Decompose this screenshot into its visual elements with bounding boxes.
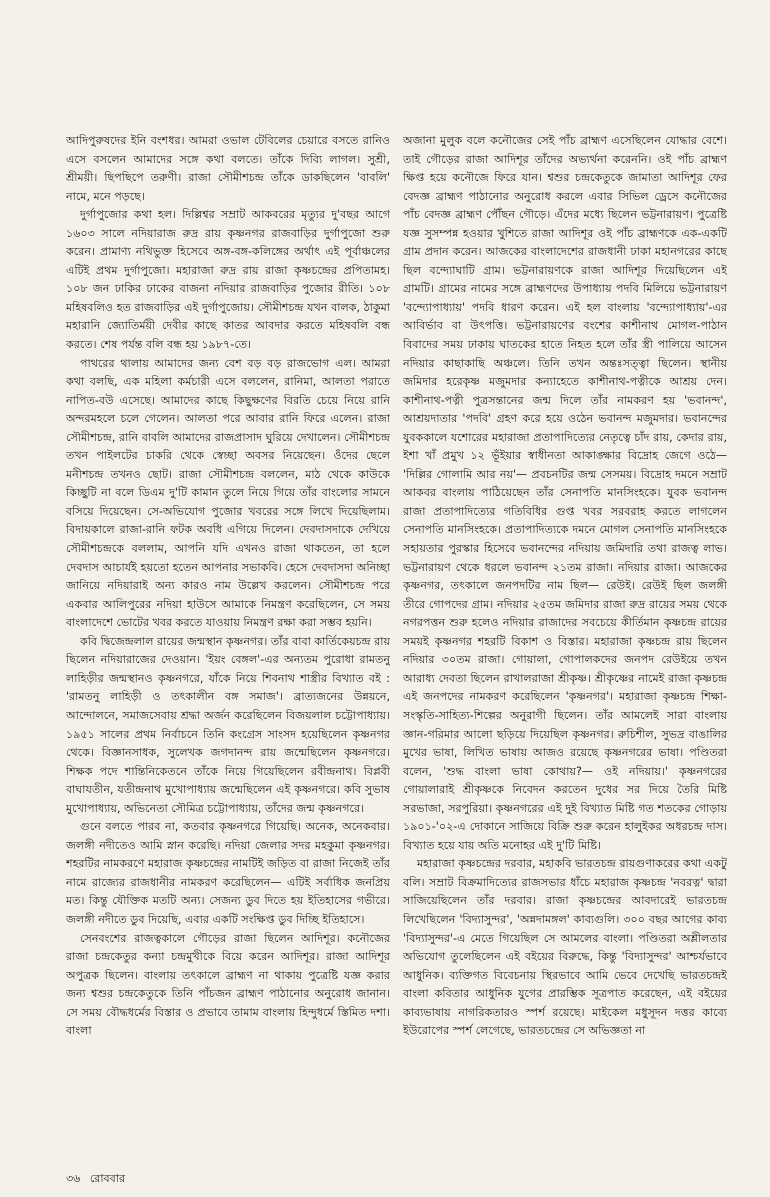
page-footer [66,1170,131,1189]
paragraph: সেনবংশের রাজত্বকালে গৌড়ের রাজা ছিলেন আদিশূর। কনৌজের রাজা চন্দ্রকেতুর কন্যা চন্দ্রমুখীকে বিয়ে করেন আদিশূর। রাজা আদিশূর অপুত্রক ছিলেন। বাংলায় তৎকালে ব্রাহ্মণ না থাকায় পুত্রেষ্টি যজ্ঞ করার জন্য শ্বশুর চন্দ্রকেতুকে তিনি পাঁচজন ব্রাহ্মণ পাঠানোর অনুরোধ জানান। সে সময় বৌদ্ধধর্মের বিস্তার ও প্রভাবে তামাম বাংলায় হিন্দুধর্মে স্তিমিত দশা। বাংলা [66,931,390,1038]
paragraph: পাথরের থালায় আমাদের জন্য বেশ বড় বড় রাজভোগ এল। আমরা কথা বলছি, এক মহিলা কর্মচারী এসে বললেন, রানিমা, আলতা পরাতে নাপিত-বউ এসেছে। আমাদের কাছে কিছুক্ষণের বিরতি চেয়ে নিয়ে রানি অন্দরমহলে চলে গেলেন। আলতা পরে আবার রানি ফিরে এলেন। রাজা সৌমীশচন্দ্র, রানি বাবলি আমাদের রাজপ্রাসাদ ঘুরিয়ে দেখালেন। সৌমীশচন্দ্র তখন পাইলটের চাকরি থেকে স্বেচ্ছা অবসর নিয়েছেন। ওঁদের ছেলে মনীশচন্দ্র তখনও ছোট। রাজা সৌমীশচন্দ্র বললেন, মাঠ থেকে কাউকে কিচ্ছুটি না বলে ডিএম দু'টি কামান তুলে নিয়ে গিয়ে তাঁর বাংলোর সামনে বসিয়ে দিয়েছেন। সে-অভিযোগ পুজোর খবরের সঙ্গে লিখে দিয়েছিলাম। বিদায়কালে রাজা-রানি ফটক অবধি এগিয়ে দিলেন। দেবদাসদাকে দেখিয়ে সৌমীশচন্দ্রকে বললাম, আপনি যদি এখনও রাজা থাকতেন, তা হলে দেবদাস আচার্যই হয়তো হতেন আপনার সভাকবি। হেসে দেবদাসদা অনিচ্ছা জানিয়ে নদিয়ারাই অন্য কারও নাম উল্লেখ করলেন। সৌমীশচন্দ্র পরে একবার আলিপুরের নদিয়া হাউসে আমাকে নিমন্ত্রণ করেছিলেন, সে সময় বাংলাদেশে ভোটের খবর করতে যাওয়ায় নিমন্ত্রণ রক্ষা করা সম্ভব হয়নি। [66,356,390,630]
paragraph: আদিপুরুষদের ইনি বংশধর। আমরা ওভাল টেবিলের চেয়ারে বসতে রানিও এসে বসলেন আমাদের সঙ্গে কথা বলতে। তাঁকে দিব্যি লাগল। সুশ্রী, শ্রীময়ী। ছিপছিপে তরুণী। রাজা সৌমীশচন্দ্র তাঁকে ডাকছিলেন 'বাবলি' নামে, মনে পড়ছে। [66,134,390,203]
paragraph: দুর্গাপুজোর কথা হল। দিল্লিশ্বর সম্রাট আকবরের মৃত্যুর দু'বছর আগে ১৬০৩ সালে নদিয়ারাজ রুদ্র রায় কৃষ্ণনগর রাজবাড়ির দুর্গাপুজো শুরু করেন। প্রামাণ্য নথিভুক্ত হিসেবে অঙ্গ-বঙ্গ-কলিঙ্গের অর্থাৎ এই পূর্বাঞ্চলের এটিই প্রথম দুর্গাপুজো। মহারাজা রুদ্র রায় রাজা কৃষ্ণচন্দ্রের প্রপিতামহ। ১০৮ জন ঢাকির ঢাকের বাজনা নদিয়ার রাজবাড়ির পুজোর রীতি। ১০৮ মহিষবলিও হত রাজবাড়ির এই দুর্গাপুজোয়। সৌমীশচন্দ্র যখন বালক, ঠাকুমা মহারানি জ্যোতির্ময়ী দেবীর কাছে কাতর আবদার করতে মহিষবলি বন্ধ করতে। শেষ পর্যন্ত বলি বন্ধ হয় ১৯৮৭-তে। [66,208,390,352]
page-number: ৩৬ [66,1172,81,1185]
paragraph: গুনে বলতে পারব না, কতবার কৃষ্ণনগরে গিয়েছি। অনেক, অনেকবার। জলঙ্গী নদীতেও আমি স্নান করেছি। নদিয়া জেলার সদর মহকুমা কৃষ্ণনগর। শহরটির নামকরণে মহারাজ কৃষ্ণচন্দ্রের নামটিই জড়িত বা রাজা নিজেই তাঁর নামে রাজ্যের রাজধানীর নামকরণ করেছিলেন— এটিই সর্বাধিক জনপ্রিয় মত। কিন্তু যৌক্তিক মতটি অন্য। সেজন্য ডুব দিতে হয় ইতিহাসের গভীরে। জলঙ্গী নদীতে ডুব দিয়েছি, এবার একটি সংক্ষিপ্ত ডুব দিচ্ছি ইতিহাসে। [66,820,390,926]
left-text-column [66,132,390,1162]
right-text-column [403,132,727,1162]
paragraph: অজানা মুলুক বলে কনৌজের সেই পাঁচ ব্রাহ্মণ এসেছিলেন যোদ্ধার বেশে। তাই গৌড়ের রাজা আদিশূর তাঁদের অভ্যর্থনা করেননি। ওই পাঁচ ব্রাহ্মণ ক্ষিপ্ত হয়ে কনৌজে ফিরে যান। শ্বশুর চন্দ্রকেতুকে জামাতা আদিশূর ফের বেদজ্ঞ ব্রাহ্মণ পাঠানোর অনুরোধ করলে এবার সিভিল ড্রেসে কনৌজের পাঁচ বেদজ্ঞ ব্রাহ্মণ পৌঁছন গৌড়ে। এঁদের মধ্যে ছিলেন ভট্টনারায়ণ। পুত্রেষ্টি যজ্ঞ সুসম্পন্ন হওয়ার খুশিতে রাজা আদিশূর ওই পাঁচ ব্রাহ্মণকে এক-একটি গ্রাম প্রদান করেন। আজকের বাংলাদেশের রাজধানী ঢাকা মহানগরের কাছে ছিল বন্দ্যোঘাটি গ্রাম। ভট্টনারায়ণকে রাজা আদিশূর দিয়েছিলেন এই গ্রামটি। গ্রামের নামের সঙ্গে ব্রাহ্মণদের উপাধ্যায় পদবি মিলিয়ে ভট্টনারায়ণ 'বন্দ্যোপাধ্যায়' পদবি ধারণ করেন। এই হল বাংলায় 'বন্দ্যোপাধ্যায়'-এর আবির্ভাব বা উৎপত্তি। ভট্টনারায়ণের বংশের কাশীনাথ মোগল-পাঠান বিবাদের সময় ঢাকায় ঘাতকের হাতে নিহত হলে তাঁর স্ত্রী পালিয়ে আসেন নদিয়ার কাছাকাছি অঞ্চলে। তিনি তখন অন্তঃসত্ত্বা ছিলেন। স্থানীয় জমিদার হরেকৃষ্ণ মজুমদার কন্যাহেতে কাশীনাথ-পত্নীকে আশ্রয় দেন। কাশীনাথ-পত্নী পুত্রসন্তানের জন্ম দিলে তাঁর নামকরণ হয় 'ভবানন্দ', আশ্রয়দাতার 'পদবি' গ্রহণ করে হয়ে ওঠেন ভবানন্দ মজুমদার। ভবানন্দের যুবককালে যশোরের মহারাজা প্রতাপাদিত্যের নেতৃত্বে চাঁদ রায়, কেদার রায়, ইশা খাঁ প্রমুখ ১২ ভূঁইয়ার স্বাধীনতা আকাঙ্ক্ষার বিদ্রোহ জেগে ওঠে— 'দিল্লির গোলামি আর নয়'— প্রবচনটির জন্ম সেসময়। বিদ্রোহ দমনে সম্রাট আকবর বাংলায় পাঠিয়েছেন তাঁর সেনাপতি মানসিংহকে। যুবক ভবানন্দ রাজা প্রতাপাদিত্যের গতিবিধির গুপ্ত খবর সরবরাহ করতে লাগলেন সেনাপতি মানসিংহকে। প্রতাপাদিত্যকে দমনে মোগল সেনাপতি মানসিংহকে সহায়তার পুরস্কার হিসেবে ভবানন্দের নদিয়ায় জমিদারি তথা রাজত্ব লাভ। ভট্টনারায়ণ থেকে ধরলে ভবানন্দ ২১তম রাজা। নদিয়ার রাজা। আজকের কৃষ্ণনগর, তৎকালে জনপদটির নাম ছিল— রেউই। রেউই ছিল জলঙ্গী তীরে গোপদের গ্রাম। নদিয়ার ২৫তম জমিদার রাজা রুদ্র রায়ের সময় থেকে নগরপত্তন শুরু হলেও নদিয়ার রাজাদের সবচেয়ে কীর্তিমান কৃষ্ণচন্দ্র রায়ের সময়ই কৃষ্ণনগর শহরটি বিকাশ ও বিস্তার। মহারাজা কৃষ্ণচন্দ্র রায় ছিলেন নদিয়ার ৩০তম রাজা। গোয়ালা, গোপালকদের জনপদ রেউইয়ে তখন আরাধ্য দেবতা ছিলেন রাখালরাজা শ্রীকৃষ্ণ। শ্রীকৃষ্ণের নামেই রাজা কৃষ্ণচন্দ্র এই জনপদের নামকরণ করেছিলেন 'কৃষ্ণনগর'। মহারাজা কৃষ্ণচন্দ্র শিক্ষা-সংস্কৃতি-সাহিত্য-শিল্পের অনুরাগী ছিলেন। তাঁর আমলেই সারা বাংলায় জ্ঞান-গরিমার আলো ছড়িয়ে দিয়েছিল কৃষ্ণনগর। রুচিশীল, সুভদ্র বাঙালির মুখের ভাষা, লিখিত ভাষায় আজও রয়েছে কৃষ্ণনগরের ভাষা। পণ্ডিতরা বলেন, 'শুদ্ধ বাংলা ভাষা কোথায়?— ওই নদিয়ায়।' কৃষ্ণনগরের গোয়ালারাই শ্রীকৃষ্ণকে নিবেদন করতেন দুধের সর দিয়ে তৈরি মিষ্টি সরভাজা, সরপুরিয়া। কৃষ্ণনগরের এই দুই বিখ্যাত মিষ্টি গত শতকের গোড়ায় ১৯০১-'০২-এ দোকানে সাজিয়ে বিক্রি শুরু করেন হালুইকর অধরচন্দ্র দাস। বিখ্যাত হয়ে যায় অতি মনোহর এই দু'টি মিষ্টি। [403,134,727,852]
section-name: রোববার [89,1172,126,1185]
paragraph: মহারাজা কৃষ্ণচন্দ্রের দরবার, মহাকবি ভারতচন্দ্র রায়গুণাকরের কথা একটু বলি। সম্রাট বিক্রমাদিত্যের রাজসভার ধাঁচে মহারাজ কৃষ্ণচন্দ্র 'নবরত্ন' দ্বারা সাজিয়েছিলেন তাঁর দরবার। রাজা কৃষ্ণচন্দ্রের আবদারেই ভারতচন্দ্র লিখেছিলেন 'বিদ্যাসুন্দর', 'অন্নদামঙ্গল' কাব্যগুলি। ৩০০ বছর আগের কাব্য 'বিদ্যাসুন্দর'-এ মেতে গিয়েছিল সে আমলের বাংলা। পণ্ডিতরা অশ্লীলতার অভিযোগ তুলেছিলেন এই বইয়ের বিরুদ্ধে, কিন্তু 'বিদ্যাসুন্দর' আশ্চর্যভাবে আধুনিক। ব্যক্তিগত বিবেচনায় স্থিরভাবে আমি ভেবে দেখেছি ভারতচন্দ্রই বাংলা কবিতার আধুনিক যুগের প্রারম্ভিক সূত্রপাত করেছেন, এই বইয়ের কাব্যভাষায় নাগরিকতারও স্পর্শ রয়েছে। মাইকেল মধুসূদন দত্তর কাব্যে ইউরোপের স্পর্শ লেগেছে, ভারতচন্দ্রের সে অভিজ্ঞতা না [403,857,727,1038]
paragraph: কবি দ্বিজেন্দ্রলাল রায়ের জন্মস্থান কৃষ্ণনগর। তাঁর বাবা কার্তিকেয়চন্দ্র রায় ছিলেন নদিয়ারাজের দেওয়ান। 'ইয়ং বেঙ্গল'-এর অন্যতম পুরোধা রামতনু লাহিড়ীর জন্মস্থানও কৃষ্ণনগরে, যাঁকে নিয়ে শিবনাথ শাস্ত্রীর বিখ্যাত বই : 'রামতনু লাহিড়ী ও তৎকালীন বঙ্গ সমাজ'। ব্রাত্যজনের উন্নয়নে, আন্দোলনে, সমাজসেবায় শ্রদ্ধা অর্জন করেছিলেন বিজয়লাল চট্টোপাধ্যায়। ১৯৫১ সালের প্রথম নির্বাচনে তিনি কংগ্রেস সাংসদ হয়েছিলেন কৃষ্ণনগর থেকে। বিজ্ঞানসাধক, সুলেখক জগদানন্দ রায় জন্মেছিলেন কৃষ্ণনগরে। শিক্ষক পদে শান্তিনিকেতনে তাঁকে নিয়ে গিয়েছিলেন রবীন্দ্রনাথ। বিপ্লবী বাঘাযতীন, যতীন্দ্রনাথ মুখোপাধ্যায় জন্মেছিলেন এই কৃষ্ণনগরে। কবি সুভাষ মুখোপাধ্যায়, অভিনেতা সৌমিত্র চট্টোপাধ্যায়, তাঁদের জন্ম কৃষ্ণনগরে। [66,634,390,815]
